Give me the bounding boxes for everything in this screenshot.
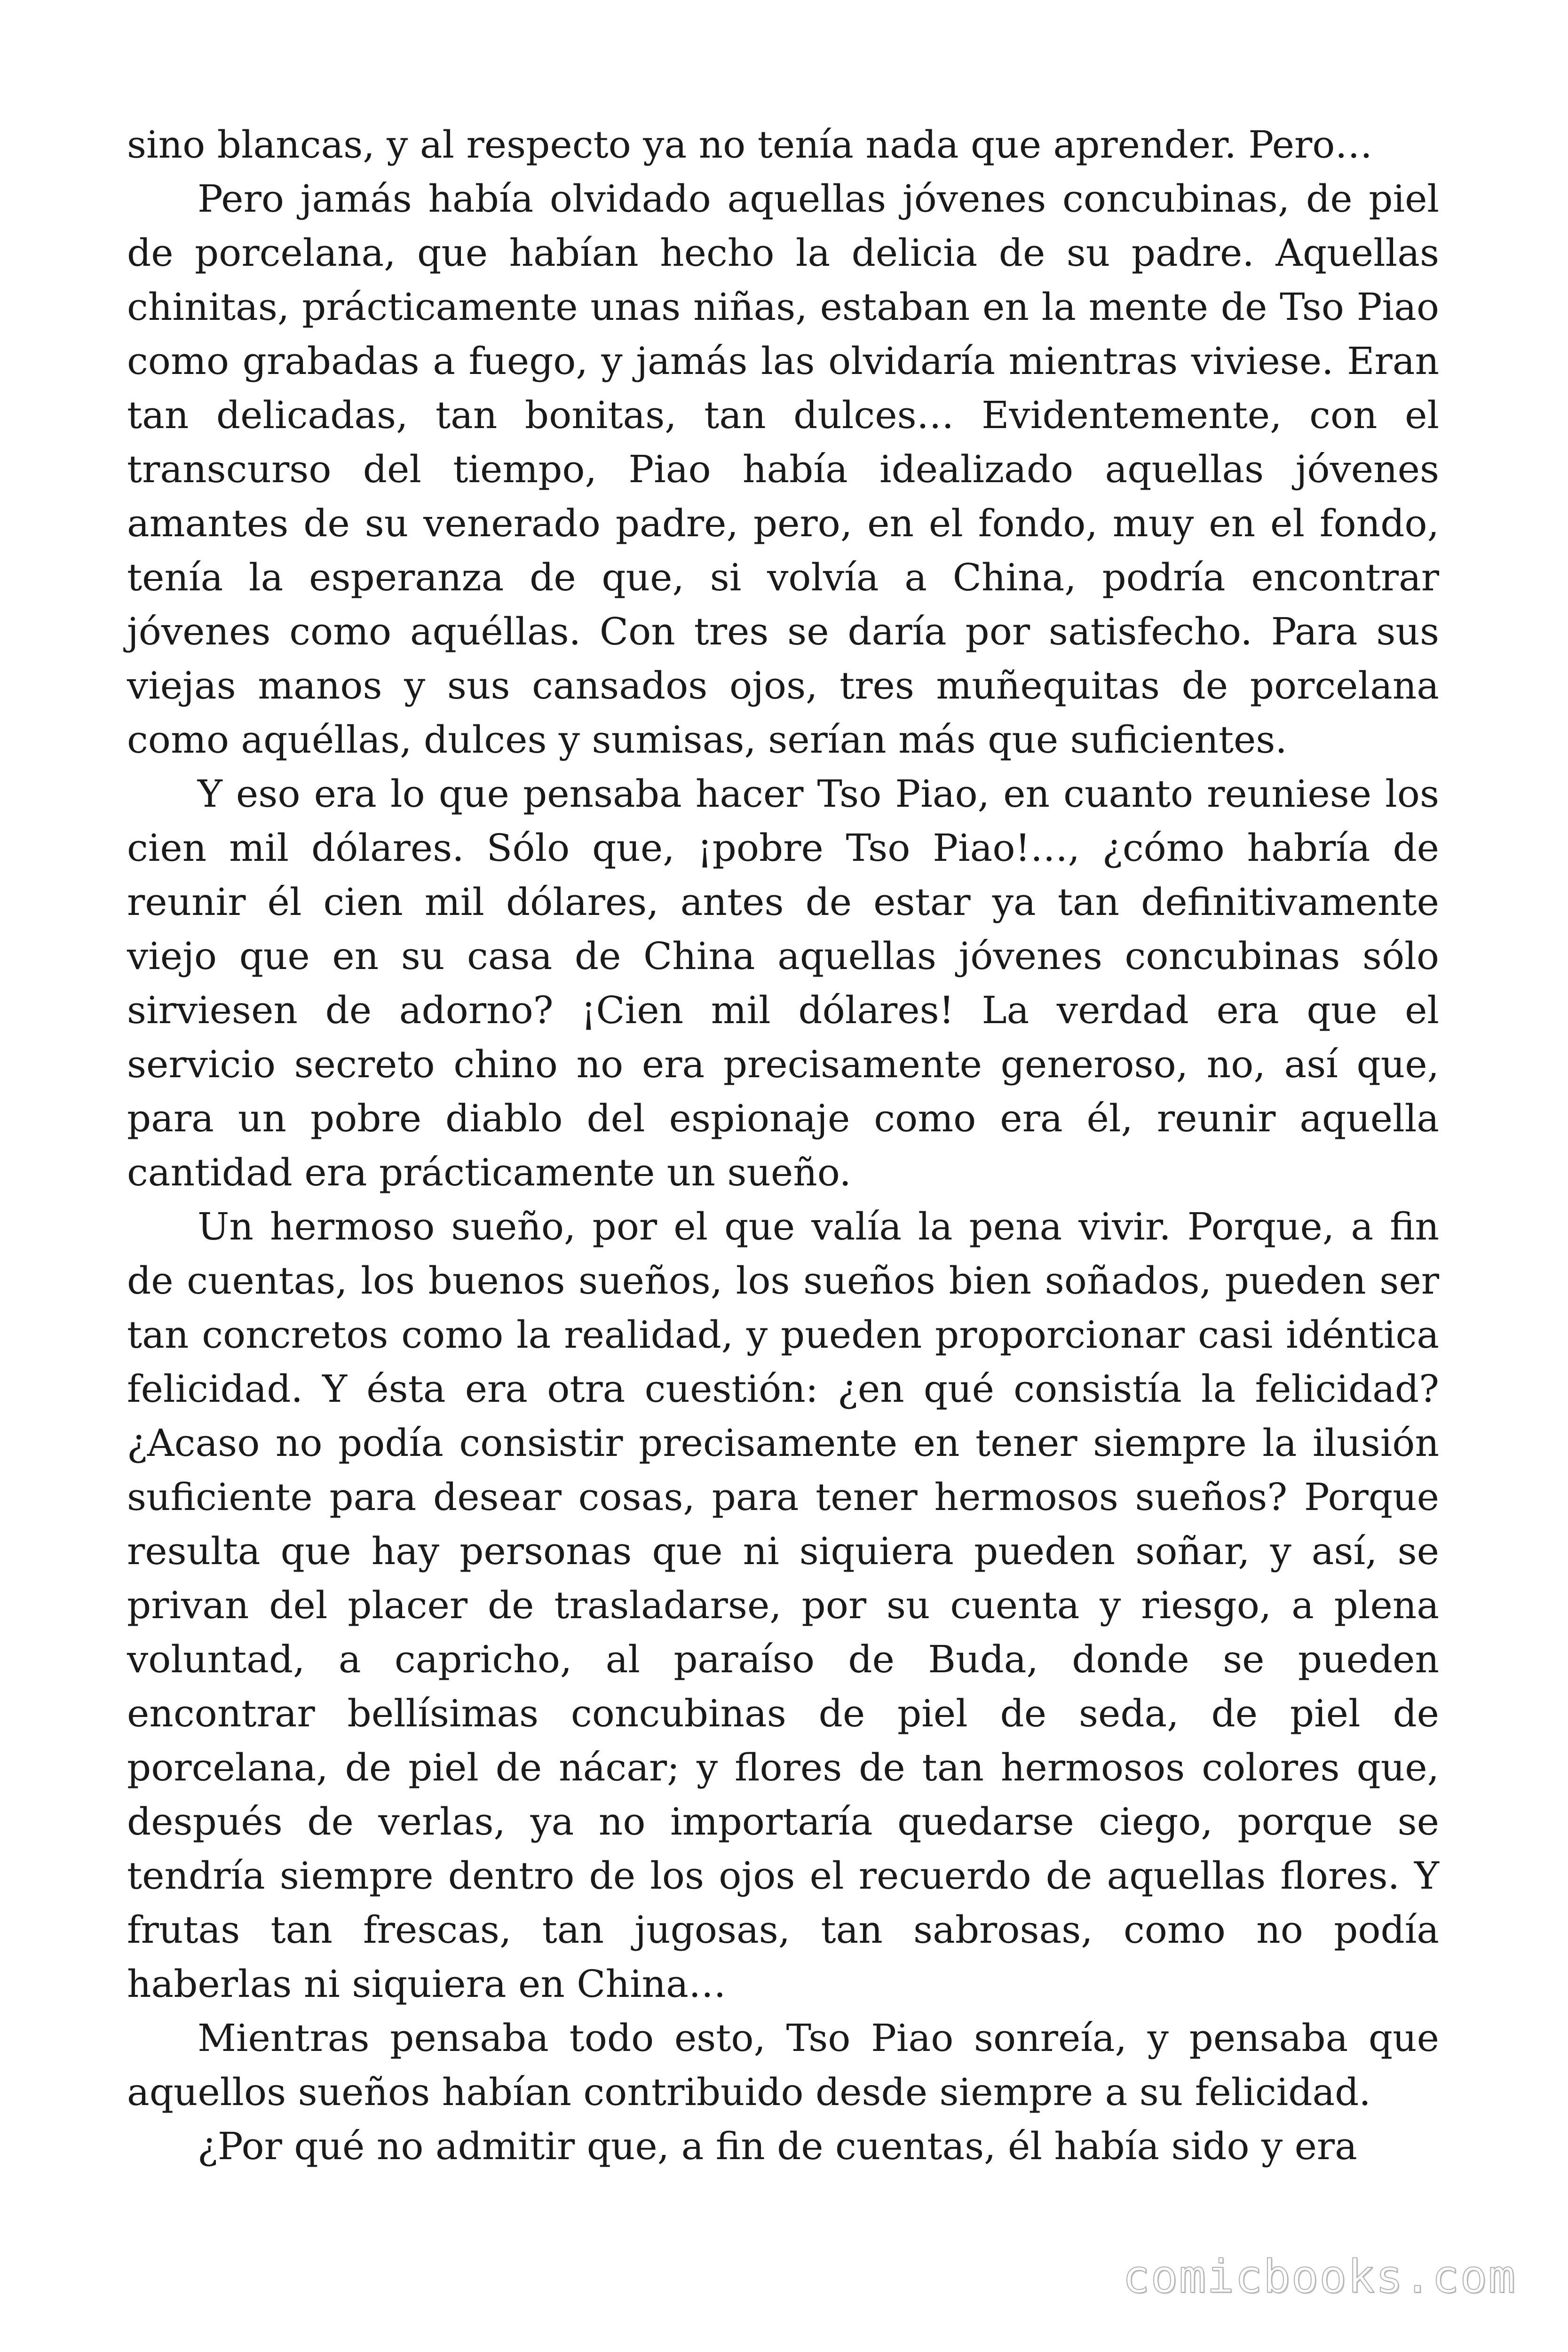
watermark: comicbooks.com bbox=[1122, 2250, 1516, 2303]
paragraph: Mientras pensaba todo esto, Tso Piao sonreía, y pensaba que aquellos sueños habían contribuido desde siempre a su felicidad. bbox=[127, 2016, 1439, 2114]
paragraph: Un hermoso sueño, por el que valía la pena vivir. Porque, a fin de cuentas, los buenos sueños, los sueños bien soñados, pueden ser tan concretos como la realidad, y pueden proporcionar casi idéntica felicidad. Y ésta era otra cuestión: ¿en qué consistía la felicidad? ¿Acaso no podía consistir precisamente en tener siempre la ilusión suficiente para desear cosas, para tener hermosos sueños? Porque resulta que hay personas que ni siquiera pueden soñar, y así, se privan del placer de trasladarse, por su cuenta y riesgo, a plena voluntad, a capricho, al paraíso de Buda, donde se pueden encontrar bellísimas concubinas de piel de seda, de piel de porcelana, de piel de nácar; y flores de tan hermosos colores que, después de verlas, ya no importaría quedarse ciego, porque se tendría siempre dentro de los ojos el recuerdo de aquellas flores. Y frutas tan frescas, tan jugosas, tan sabrosas, como no podía haberlas ni siquiera en China… bbox=[127, 1205, 1439, 2006]
page-text bbox=[127, 118, 1439, 2173]
paragraph-continuation: sino blancas, y al respecto ya no tenía nada que aprender. Pero… bbox=[127, 123, 1373, 167]
paragraph: Y eso era lo que pensaba hacer Tso Piao, en cuanto reuniese los cien mil dólares. Sólo que, ¡pobre Tso Piao!…, ¿cómo habría de reunir él cien mil dólares, antes de estar ya tan definitivamente viejo que en su casa de China aquellas jóvenes concubinas sólo sirviesen de adorno? ¡Cien mil dólares! La verdad era que el servicio secreto chino no era precisamente generoso, no, así que, para un pobre diablo del espionaje como era él, reunir aquella cantidad era prácticamente un sueño. bbox=[127, 772, 1439, 1194]
paragraph: ¿Por qué no admitir que, a fin de cuentas, él había sido y era bbox=[198, 2124, 1357, 2168]
paragraph: Pero jamás había olvidado aquellas jóvenes concubinas, de piel de porcelana, que habían hecho la delicia de su padre. Aquellas chinitas, prácticamente unas niñas, estaban en la mente de Tso Piao como grabadas a fuego, y jamás las olvidaría mientras viviese. Eran tan delicadas, tan bonitas, tan dulces… Evidentemente, con el transcurso del tiempo, Piao había idealizado aquellas jóvenes amantes de su venerado padre, pero, en el fondo, muy en el fondo, tenía la esperanza de que, si volvía a China, podría encontrar jóvenes como aquéllas. Con tres se daría por satisfecho. Para sus viejas manos y sus cansados ojos, tres muñequitas de porcelana como aquéllas, dulces y sumisas, serían más que suficientes. bbox=[127, 177, 1439, 762]
